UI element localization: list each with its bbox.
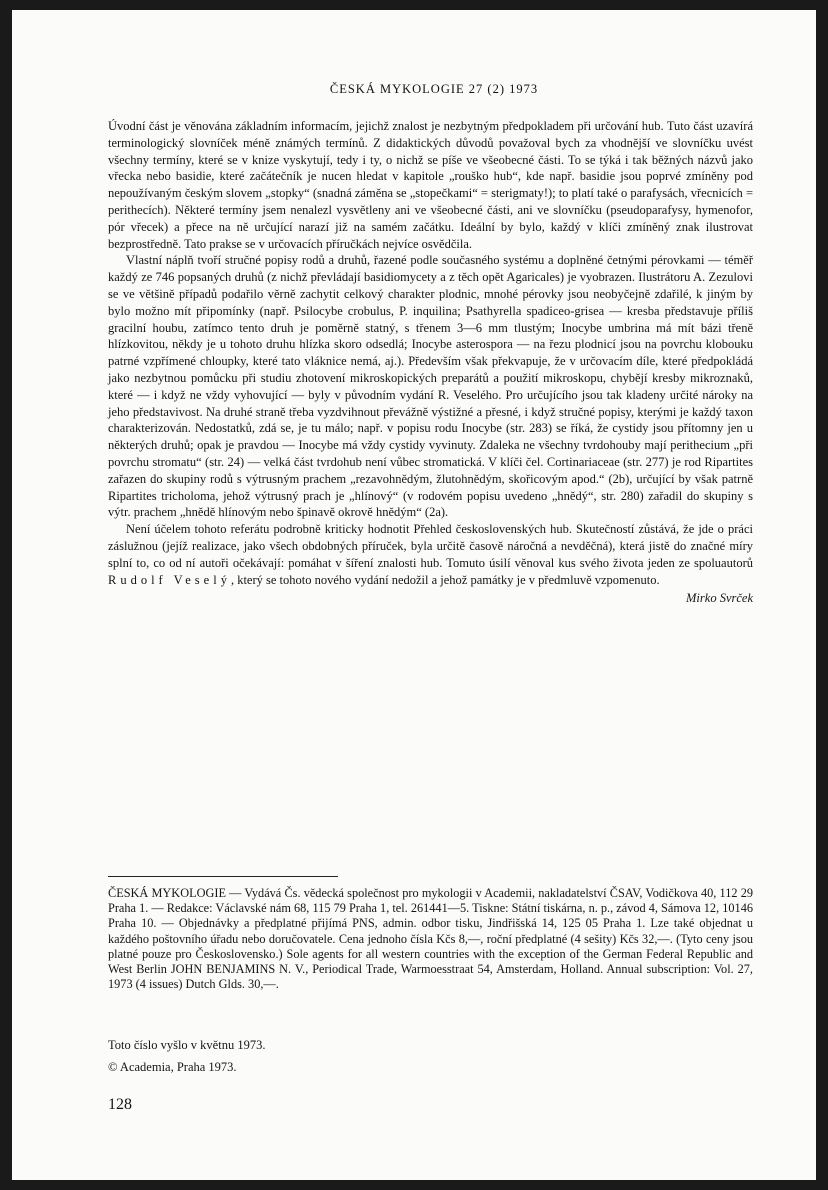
issue-note: Toto číslo vyšlo v květnu 1973.: [108, 1038, 266, 1052]
paragraph-conclusion: [108, 521, 753, 588]
paragraph-intro: Úvodní část je věnována základním informacím, jejichž znalost je nezbytným předpokladem při určování hub. Tuto část uzavírá terminologický slovníček méně známých termínů. Z didaktických důvodů považoval bych za vhodnější ve slovníčku uvést všechny termíny, které se v knize vyskytují, tedy i ty, o nichž se píše ve všeobecné části. To se týká i tak běžných názvů jako vřecka nebo basidie, které začátečník je nucen hledat v kapitole „rouško hub“, kde např. basidie jsou poprvé zmíněny pod nepoužívaným českým slovem „stopky“ (snadná záměna se „stopečkami“ = sterigmaty!); to platí také o parafysách, vřecnicích = perithecích). Některé termíny jsem nenalezl vysvětleny ani ve všeobecné části, ani ve slovníčku (pseudoparafysy, hymenofor, pór vřecek) a přece na ně určující narazí již na samém začátku. Ideální by bylo, každý v klíči zmíněný znak ilustrovat bezprostředně. Tato prakse se v určovacích příručkách nejvíce osvědčila.: [108, 119, 753, 251]
footer-divider: [108, 876, 338, 877]
copyright-line: © Academia, Praha 1973.: [108, 1060, 237, 1074]
publisher-imprint: ČESKÁ MYKOLOGIE — Vydává Čs. vědecká společnost pro mykologii v Academii, nakladatelství ČSAV, Vodičkova 40, 112 29 Praha 1. — Redakce: Václavské nám 68, 115 79 Praha 1, tel. 261441—5. Tiskne: Státní tiskárna, n. p., závod 4, Sámova 12, 10146 Praha 10. — Objednávky a předplatné přijímá PNS, admin. odbor tisku, Jindřišská 14, 125 05 Praha 1. Lze také objednat u každého poštovního úřadu nebo doručovatele. Cena jednoho čísla Kčs 8,—, roční předplatné (4 sešity) Kčs 32,—. (Tyto ceny jsou platné pouze pro Československo.) Sole agents for all western countries with the exception of the German Federal Republic and West Berlin JOHN BENJAMINS N. V., Periodical Trade, Warmoesstraat 54, Amsterdam, Holland. Annual subscription: Vol. 27, 1973 (4 issues) Dutch Glds. 30,—.: [108, 886, 753, 992]
conclusion-text-start: Není účelem tohoto referátu podrobně kriticky hodnotit Přehled československých hub. Skutečností zůstává, že jde o práci záslužnou (jejíž realizace, jako všech obdobných příruček, byla určitě časově náročná a nevděčná), která jistě do značné míry splní to, co od ní autoři očekávají: pomáhat v šíření znalosti hub. Tomuto úsilí věnoval kus svého života jeden ze spoluautorů: [108, 522, 753, 570]
reviewer-signature: Mirko Svrček: [686, 591, 753, 606]
running-header: ČESKÁ MYKOLOGIE 27 (2) 1973: [329, 82, 539, 96]
paragraph-content: Vlastní náplň tvoří stručné popisy rodů a druhů, řazené podle současného systému a doplněné četnými pérovkami — téměř každý ze 746 popsaných druhů (z nichž převládají basidiomycety a z těch opět Agaricales) je vyobrazen. Ilustrátoru A. Zezulovi se ve většině případů podařilo věrně zachytit celkový charakter plodnic, mnohé pérovky jsou neobyčejně zdařilé, k jiným by bylo možno mít připomínky (např. Psilocybe crobulus, P. inquilina; Psathyrella spadiceo-grisea — kresba představuje příliš gracilní houbu, zatímco tento druh je poměrně statný, s třenem 3—6 mm tlustým; Inocybe umbrina má mít bázi třeně hlízkovitou, někdy je u tohoto druhu hlízka skoro odsedlá; Inocybe asterospora — na řezu plodnicí jsou na povrchu klobouku patrné vzpřímené chloupky, které tato vláknice nemá, aj.). Především však překvapuje, že v určovacím díle, které předpokládá jako nezbytnou pomůcku při studiu zhotovení mikroskopických preparátů a použití mikroskopu, chybějí kresby mikroznaků, které — i když ne vždy vyhovující — byly v původním vydání R. Veselého. Pro určujícího jsou tak kladeny určité nároky na jeho představivost. Na druhé straně třeba vyzdvihnout převážně výstižné a přesné, i když stručné popisy, kterými je každý taxon charakterizován. Nedostatků, zdá se, je tu málo; např. v popisu rodu Inocybe (str. 283) se říká, že cystidy jsou přítomny jen u některých druhů; opak je pravdou — Inocybe má vždy cystidy vyvinuty. Zdaleka ne všechny tvrdohouby mají perithecium „při povrchu stromatu“ (str. 24) — velká část tvrdohub není vůbec stromatická. V klíči čel. Cortinariaceae (str. 277) je rod Ripartites zařazen do skupiny rodů s výtrusným prachem „rezavohnědým, žlutohnědým, skořicovým apod.“ (2b), určující by však patrně Ripartites tricholoma, jehož výtrusný prach je „hlínový“ (v rodovém popisu uvedeno „hnědý“, str. 280) zařadil do skupiny s výtr. prachem „hnědě hlínovým nebo špinavě okrově hnědým“ (2a).: [108, 253, 753, 520]
article-body: [108, 118, 753, 607]
author-name: Rudolf Veselý: [108, 572, 231, 587]
page-number: 128: [108, 1096, 132, 1113]
conclusion-text-end: , který se tohoto nového vydání nedožil a jehož památky je v předmluvě vzpomenuto.: [230, 572, 660, 587]
